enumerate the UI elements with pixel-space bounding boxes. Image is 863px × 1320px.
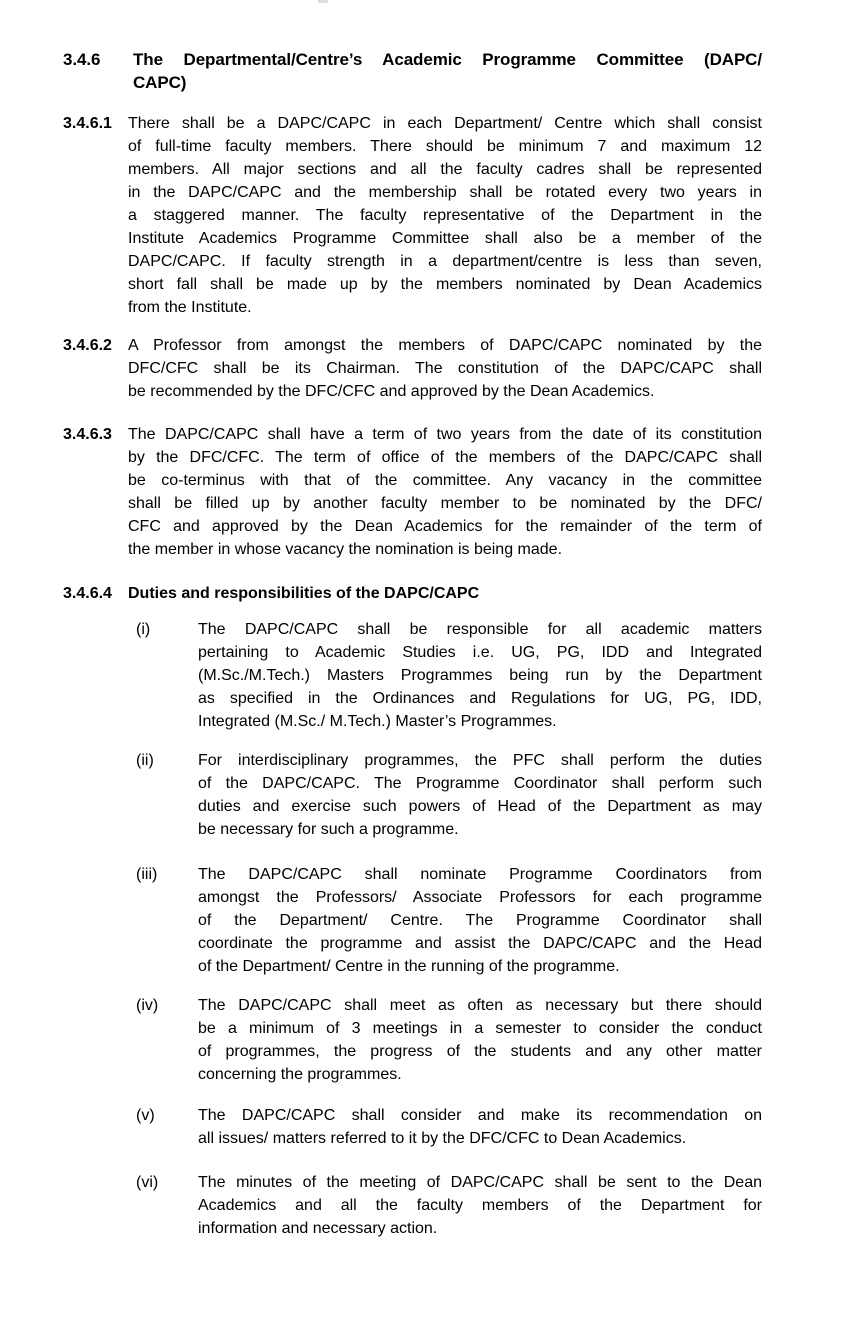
- item-text: The minutes of the meeting of DAPC/CAPC shall be sent to the Dean Academics and all the faculty members of the Department for information and necessary action.: [198, 1174, 762, 1237]
- list-item-v: [136, 1104, 762, 1150]
- list-item-iii: [136, 863, 762, 978]
- list-item-i: [136, 618, 762, 733]
- list-item-vi: [136, 1171, 762, 1240]
- paragraph-3-4-6-2: [63, 334, 762, 403]
- list-item-ii: [136, 749, 762, 841]
- paragraph-text: There shall be a DAPC/CAPC in each Department/ Centre which shall consist of full-time faculty members. There should be minimum 7 and maximum 12 members. All major sections and all the faculty cadres shall be represented in the DAPC/CAPC and the membership shall be rotated every two years in a staggered manner. The faculty representative of the Department in the Institute Academics Programme Committee shall also be a member of the DAPC/CAPC. If faculty strength in a department/centre is less than seven, short fall shall be made up by the members nominated by Dean Academics from the Institute.: [128, 115, 762, 316]
- item-label: (iii): [136, 866, 158, 883]
- subsection-title: Duties and responsibilities of the DAPC/CAPC: [128, 585, 480, 602]
- item-label: (v): [136, 1107, 155, 1124]
- item-text: The DAPC/CAPC shall nominate Programme Coordinators from amongst the Professors/ Associate Professors for each programme of the Department/ Centre. The Programme Coordinator shall coordinate the programme and assist the DAPC/CAPC and the Head of the Department/ Centre in the running of the programme.: [198, 866, 762, 975]
- item-label: (i): [136, 621, 151, 638]
- item-label: (vi): [136, 1174, 159, 1191]
- paragraph-number: 3.4.6.2: [63, 337, 112, 354]
- subsection-number: 3.4.6.4: [63, 585, 112, 602]
- paragraph-number: 3.4.6.1: [63, 115, 112, 132]
- scan-artifact: [318, 0, 328, 3]
- section-title: The Departmental/Centre’s Academic Programme Committee (DAPC/ CAPC): [133, 50, 762, 92]
- section-number: 3.4.6: [63, 50, 101, 69]
- item-text: For interdisciplinary programmes, the PFC shall perform the duties of the DAPC/CAPC. The Programme Coordinator shall perform such duties and exercise such powers of Head of the Department as may be necessary for such a programme.: [198, 752, 762, 838]
- paragraph-3-4-6-3: [63, 423, 762, 561]
- paragraph-text: A Professor from amongst the members of DAPC/CAPC nominated by the DFC/CFC shall be its Chairman. The constitution of the DAPC/CAPC shall be recommended by the DFC/CFC and approved by the Dean Academics.: [128, 337, 762, 400]
- list-item-iv: [136, 994, 762, 1086]
- item-text: The DAPC/CAPC shall be responsible for all academic matters pertaining to Academic Studies i.e. UG, PG, IDD and Integrated (M.Sc./M.Tech.) Masters Programmes being run by the Department as specified in the Ordinances and Regulations for UG, PG, IDD, Integrated (M.Sc./ M.Tech.) Master’s Programmes.: [198, 621, 762, 730]
- subsection-heading: [63, 582, 762, 605]
- item-label: (ii): [136, 752, 154, 769]
- item-text: The DAPC/CAPC shall meet as often as necessary but there should be a minimum of 3 meetings in a semester to consider the conduct of programmes, the progress of the students and any other matter concerning the programmes.: [198, 997, 762, 1083]
- page-content: [63, 48, 762, 1240]
- item-label: (iv): [136, 997, 159, 1014]
- section-heading: [63, 48, 762, 94]
- paragraph-3-4-6-1: [63, 112, 762, 319]
- item-text: The DAPC/CAPC shall consider and make its recommendation on all issues/ matters referred to it by the DFC/CFC to Dean Academics.: [198, 1107, 762, 1147]
- paragraph-number: 3.4.6.3: [63, 426, 112, 443]
- paragraph-text: The DAPC/CAPC shall have a term of two years from the date of its constitution by the DFC/CFC. The term of office of the members of the DAPC/CAPC shall be co-terminus with that of the committee. Any vacancy in the committee shall be filled up by another faculty member to be nominated by the DFC/ CFC and approved by the Dean Academics for the remainder of the term of the member in whose vacancy the nomination is being made.: [128, 426, 762, 558]
